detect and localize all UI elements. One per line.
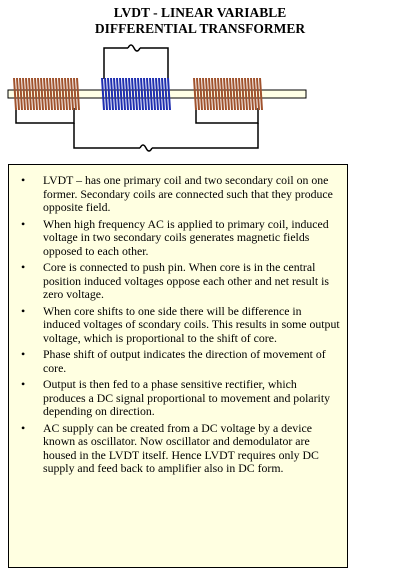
coil-winding: [44, 78, 46, 110]
coil-winding: [56, 78, 58, 110]
coil-winding: [159, 78, 161, 110]
coil-winding: [162, 78, 164, 110]
coil-winding: [62, 78, 64, 110]
bullet-item: • Core is connected to push pin. When core is in the central position induced voltages oppose each other and net result is zero voltage.: [19, 261, 341, 302]
lvdt-diagram: [0, 38, 320, 158]
bullet-item: • When high frequency AC is applied to primary coil, induced voltage in two secondary coils generates magnetic fields opposed to each other.: [19, 218, 341, 259]
coil-winding: [233, 78, 235, 110]
secondary-output-wire: [16, 108, 258, 151]
coil-winding: [242, 78, 244, 110]
bullet-item: • When core shifts to one side there will be difference in induced voltages of scondary coils. This results in some output voltage, which is proportional to the shift of core.: [19, 305, 341, 346]
coil-winding: [20, 78, 22, 110]
coil-winding: [65, 78, 67, 110]
coil-winding: [257, 78, 259, 110]
coil-winding: [108, 78, 110, 110]
coil-winding: [251, 78, 253, 110]
coil-winding: [197, 78, 199, 110]
coil-winding: [68, 78, 70, 110]
coil-winding: [35, 78, 37, 110]
coil-winding: [227, 78, 229, 110]
coil-winding: [224, 78, 226, 110]
coil-winding: [239, 78, 241, 110]
coil-winding: [212, 78, 214, 110]
coil-winding: [114, 78, 116, 110]
coil-winding: [209, 78, 211, 110]
coil-winding: [248, 78, 250, 110]
coil-winding: [32, 78, 34, 110]
bullet-item: • Output is then fed to a phase sensitive rectifier, which produces a DC signal proportional to movement and polarity depending on direction.: [19, 378, 341, 419]
coil-winding: [50, 78, 52, 110]
coil-winding: [144, 78, 146, 110]
coil-winding: [230, 78, 232, 110]
coil-winding: [14, 78, 16, 110]
bullet-item: • LVDT – has one primary coil and two secondary coil on one former. Secondary coils are connected such that they produce opposite field.: [19, 174, 341, 215]
coil-winding: [156, 78, 158, 110]
primary-supply-wire: [104, 45, 168, 79]
coil-winding: [141, 78, 143, 110]
coil-winding: [53, 78, 55, 110]
explanation-panel: [8, 164, 348, 568]
coil-winding: [38, 78, 40, 110]
bullet-item: • Phase shift of output indicates the direction of movement of core.: [19, 348, 341, 375]
coil-winding: [260, 78, 262, 110]
coil-winding: [135, 78, 137, 110]
coil-winding: [203, 78, 205, 110]
coil-winding: [29, 78, 31, 110]
bullet-list: [19, 174, 341, 476]
coil-winding: [215, 78, 217, 110]
title-line-2: DIFFERENTIAL TRANSFORMER: [94, 21, 306, 36]
coil-winding: [117, 78, 119, 110]
coil-winding: [17, 78, 19, 110]
coil-winding: [218, 78, 220, 110]
coil-winding: [221, 78, 223, 110]
coil-winding: [77, 78, 79, 110]
coil-winding: [200, 78, 202, 110]
coil-winding: [138, 78, 140, 110]
coil-winding: [71, 78, 73, 110]
coil-winding: [26, 78, 28, 110]
coil-winding: [153, 78, 155, 110]
coil-winding: [105, 78, 107, 110]
coil-winding: [41, 78, 43, 110]
coil-winding: [59, 78, 61, 110]
coil-winding: [254, 78, 256, 110]
coil-winding: [47, 78, 49, 110]
title-line-1: LVDT - LINEAR VARIABLE: [113, 5, 287, 20]
secondary-coil-right: [194, 78, 262, 110]
coil-winding: [206, 78, 208, 110]
coil-winding: [245, 78, 247, 110]
coil-winding: [147, 78, 149, 110]
coil-winding: [123, 78, 125, 110]
coil-winding: [194, 78, 196, 110]
coil-winding: [102, 78, 104, 110]
coil-winding: [165, 78, 167, 110]
bullet-item: • AC supply can be created from a DC voltage by a device known as oscillator. Now oscillator and demodulator are housed in the LVDT itself. Hence LVDT requires only DC supply and feed back to amplifier also in DC form.: [19, 422, 341, 476]
coil-winding: [74, 78, 76, 110]
coil-winding: [126, 78, 128, 110]
coil-winding: [168, 78, 170, 110]
primary-coil: [102, 78, 170, 110]
coil-winding: [111, 78, 113, 110]
coil-winding: [120, 78, 122, 110]
coil-winding: [150, 78, 152, 110]
coil-winding: [129, 78, 131, 110]
coil-winding: [23, 78, 25, 110]
coil-winding: [132, 78, 134, 110]
coil-winding: [236, 78, 238, 110]
